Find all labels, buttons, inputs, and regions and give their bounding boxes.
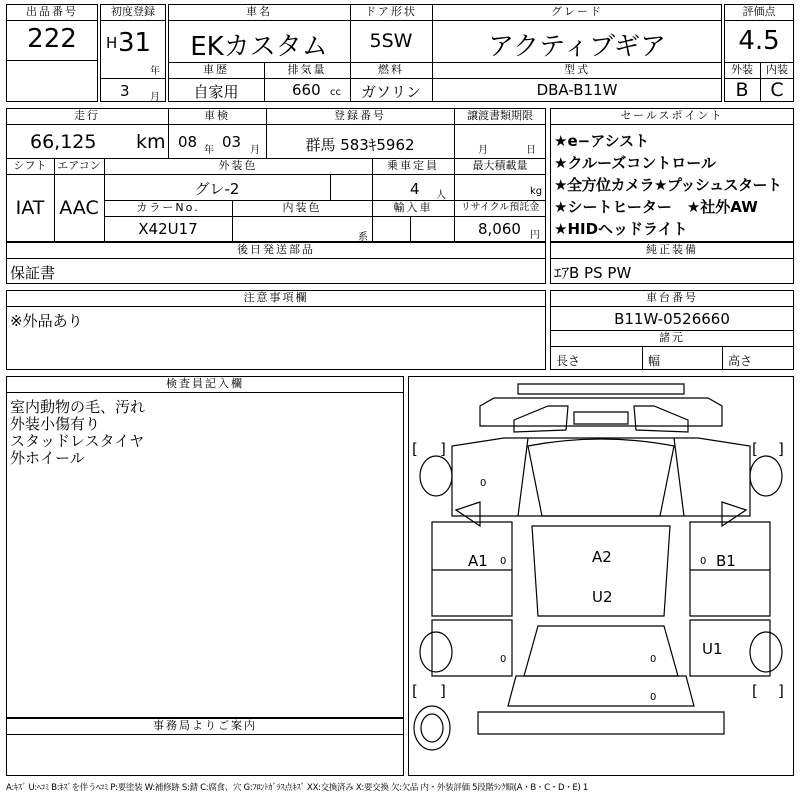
import-label: 輸入車 xyxy=(393,201,433,214)
damage-mark-b1: B1 xyxy=(716,552,736,570)
length-label: 長さ xyxy=(556,354,581,368)
color-no: X42U17 xyxy=(138,220,198,238)
reg-number: 群馬 583ｷ5962 xyxy=(305,136,415,154)
capacity: 4 xyxy=(410,180,420,198)
mileage: 66,125 xyxy=(30,131,97,153)
history: 自家用 xyxy=(193,83,239,101)
inspection-month: 03 xyxy=(222,133,242,151)
score: 4.5 xyxy=(738,26,780,56)
interior-label: 内装 xyxy=(766,63,788,76)
damage-mark-a1: A1 xyxy=(468,552,488,570)
ext-color: グレ-2 xyxy=(194,180,240,198)
grade: アクティブギア xyxy=(487,32,667,62)
damage-mark-u2: U2 xyxy=(592,588,613,606)
shift-label: シフト xyxy=(13,159,47,172)
first-reg-label: 初度登録 xyxy=(111,5,155,18)
door-type: 5SW xyxy=(369,30,413,52)
standard-equip-label: 純正装備 xyxy=(646,243,698,256)
lot-number: 222 xyxy=(27,24,77,54)
sales-point-item: ★シートヒーター ★社外AW xyxy=(554,198,758,216)
notes-label: 注意事項欄 xyxy=(243,291,309,304)
exterior-grade: B xyxy=(735,79,749,101)
height-label: 高さ xyxy=(728,354,753,368)
inspection-label: 車検 xyxy=(204,109,230,122)
office-label: 事務局よりご案内 xyxy=(153,719,257,732)
recycle: 8,060 xyxy=(478,220,521,238)
max-load-label: 最大積載量 xyxy=(472,159,528,172)
inspector-line: スタッドレスタイヤ xyxy=(10,432,145,450)
displacement: 660 xyxy=(292,81,321,99)
standard-equip: ｴｱB PS PW xyxy=(554,264,632,282)
damage-mark-u1: U1 xyxy=(702,640,723,658)
sales-point-item: ★HIDヘッドライト xyxy=(554,220,688,238)
sales-point-item: ★全方位カメラ★プッシュスタート xyxy=(554,176,782,194)
transfer-deadline-label: 譲渡書類期限 xyxy=(467,109,533,122)
score-label: 評価点 xyxy=(742,5,776,18)
model-code: DBA-B11W xyxy=(536,81,618,99)
color-no-label: カラーNo. xyxy=(136,201,200,214)
sales-points-label: セールスポイント xyxy=(620,109,724,122)
model-label: 型式 xyxy=(564,63,590,76)
shift: IAT xyxy=(15,197,45,219)
inspector-line: 外ホイール xyxy=(10,449,85,467)
reg-number-label: 登録番号 xyxy=(334,109,386,122)
notes: ※外品あり xyxy=(10,312,83,330)
chassis-number: B11W-0526660 xyxy=(614,310,730,328)
car-name-label: 車名 xyxy=(246,5,272,18)
mileage-label: 走行 xyxy=(74,109,100,122)
width-label: 幅 xyxy=(648,354,661,368)
chassis-label: 車台番号 xyxy=(646,291,698,304)
recycle-label: リサイクル預託金 xyxy=(460,202,540,213)
dimensions-label: 諸元 xyxy=(659,331,685,344)
fuel-label: 燃料 xyxy=(378,63,404,76)
legend: A:ｷｽﾞ U:ﾍｺﾐ B:ｷｽﾞを伴うﾍｺﾐ P:要塗装 W:補修跡 S:錆 C:腐食、穴 G:ﾌﾛﾝﾄｶﾞﾗｽ点ｷｽﾞ XX:交換済み X:要交換 欠:欠品 内・外装評価 5段階ﾗﾝｸ順(A・B・C・D・E) 1 xyxy=(6,783,589,793)
inspector-line: 外装小傷有り xyxy=(10,415,101,433)
capacity-label: 乗車定員 xyxy=(387,159,439,172)
first-reg-year: 31 xyxy=(118,28,152,58)
exterior-label: 外装 xyxy=(731,63,753,76)
aircon: AAC xyxy=(59,197,99,219)
lot-label: 出品番号 xyxy=(26,5,78,18)
door-label: ドア形状 xyxy=(365,5,417,18)
first-reg-month: 3 xyxy=(120,82,130,100)
damage-mark-a2: A2 xyxy=(592,548,612,566)
later-parts-label: 後日発送部品 xyxy=(237,243,315,256)
interior-grade: C xyxy=(770,79,784,101)
grade-label: グレード xyxy=(551,5,603,18)
aircon-label: エアコン xyxy=(57,159,101,172)
later-parts: 保証書 xyxy=(10,264,56,282)
car-name: EKカスタム xyxy=(190,32,328,62)
inspector-line: 室内動物の毛、汚れ xyxy=(10,398,146,416)
sales-point-item: ★e−アシスト xyxy=(554,132,650,150)
int-color-label: 内装色 xyxy=(282,201,322,214)
ext-color-label: 外装色 xyxy=(218,159,258,172)
history-label: 車歴 xyxy=(203,63,229,76)
fuel: ガソリン xyxy=(360,83,421,101)
details-block xyxy=(6,108,546,242)
inspector-label: 検査員記入欄 xyxy=(166,377,244,390)
sales-point-item: ★クルーズコントロール xyxy=(554,154,716,172)
era-code: H xyxy=(106,34,118,52)
car-outline-diagram xyxy=(408,376,794,776)
inspection-year: 08 xyxy=(178,133,198,151)
displacement-label: 排気量 xyxy=(287,63,327,76)
